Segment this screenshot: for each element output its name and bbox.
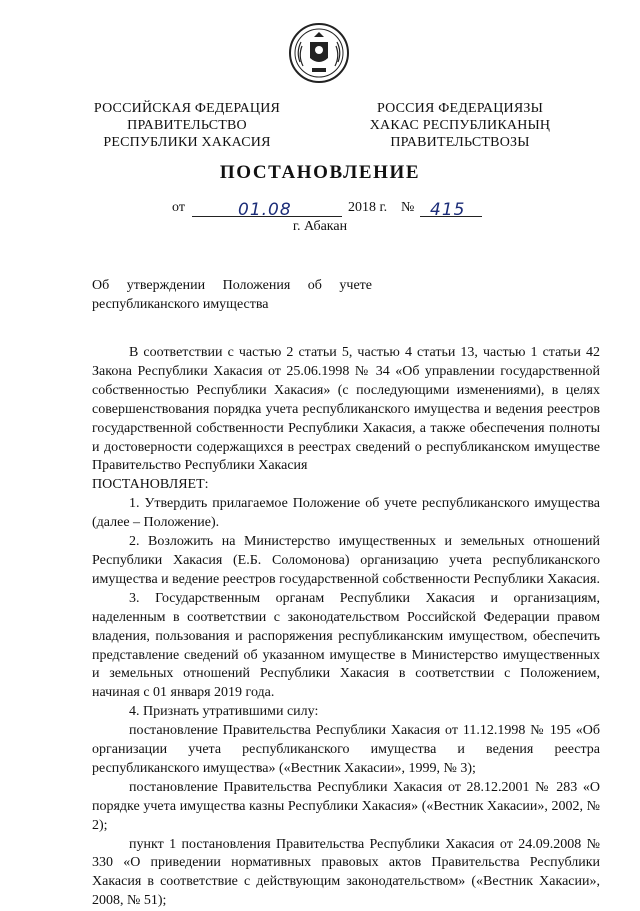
date-number-line [150, 196, 490, 218]
header-right [345, 100, 575, 151]
paragraph: пункт 1 постановления Правительства Республики Хакасия от 24.09.2008 № 330 «О приведении нормативных правовых актов Правительства Республики Хакасия в соответствие с действующим законодательством» («Вестник Хакасии», 2008, № 51); [92, 836, 600, 909]
handwritten-number: 415 [430, 200, 466, 220]
document-title: ПОСТАНОВЛЕНИЕ [219, 162, 421, 183]
number-sign: № [401, 200, 415, 215]
document-body [92, 344, 600, 911]
coat-of-arms-emblem [288, 22, 350, 84]
handwritten-date: 01.08 [238, 200, 292, 220]
paragraph: 4. Признать утратившими силу: [129, 704, 319, 720]
city-label: г. Абакан [292, 219, 348, 234]
paragraph: 1. Утвердить прилагаемое Положение об учете республиканского имущества (далее – Положение). [92, 496, 600, 531]
header-left [72, 100, 302, 151]
year-label: 2018 г. [348, 200, 388, 215]
paragraph-resolves: ПОСТАНОВЛЯЕТ: [92, 477, 209, 493]
paragraph: В соответствии с частью 2 статьи 5, частью 4 статьи 13, частью 1 статьи 42 Закона Республики Хакасия от 25.06.1998 № 34 «Об управлении государственной собственностью Республики Хакасия» (с последующими изменениями), в целях совершенствования порядка учета республиканского имущества и ведения реестров государственной собственности Республики Хакасия, а также обеспечения полноты и достоверности содержащихся в реестрах сведений о республиканском имуществе Правительство Республики Хакасия [92, 345, 600, 474]
header-right-line: ХАКАС РЕСПУБЛИКАНЫҢ [369, 118, 551, 133]
from-label: от [172, 200, 185, 215]
header-left-line: РОССИЙСКАЯ ФЕДЕРАЦИЯ [93, 101, 281, 116]
header-left-line: РЕСПУБЛИКИ ХАКАСИЯ [103, 135, 271, 150]
header-right-line: РОССИЯ ФЕДЕРАЦИЯЗЫ [376, 101, 544, 116]
subject-heading: Об утверждении Положения об учете республиканского имущества [92, 278, 372, 312]
paragraph: 3. Государственным органам Республики Хакасия и организациям, наделенным в соответствии с законодательством Российской Федерации правом владения, пользования и распоряжения республиканским имуществом, обеспечить представление сведений об указанном имуществе в Министерство имущественных и земельных отношений Республики Хакасия в соответствии с Положением, начиная с 01 января 2019 года. [92, 590, 600, 701]
header-left-line: ПРАВИТЕЛЬСТВО [127, 118, 247, 133]
paragraph: постановление Правительства Республики Хакасия от 28.12.2001 № 283 «О порядке учета имущества казны Республики Хакасия» («Вестник Хакасии», 2002, № 2); [92, 779, 600, 833]
header-right-line: ПРАВИТЕЛЬСТВОЗЫ [390, 135, 530, 150]
paragraph: постановление Правительства Республики Хакасия от 11.12.1998 № 195 «Об организации учета республиканского имущества и ведения реестра республиканского имущества» («Вестник Хакасии», 1999, № 3); [92, 723, 600, 776]
paragraph: 2. Возложить на Министерство имущественных и земельных отношений Республики Хакасия (Е.Б. Соломонова) организацию учета республиканского имущества и ведение реестров государственной собственности Республики Хакасия. [92, 534, 600, 587]
